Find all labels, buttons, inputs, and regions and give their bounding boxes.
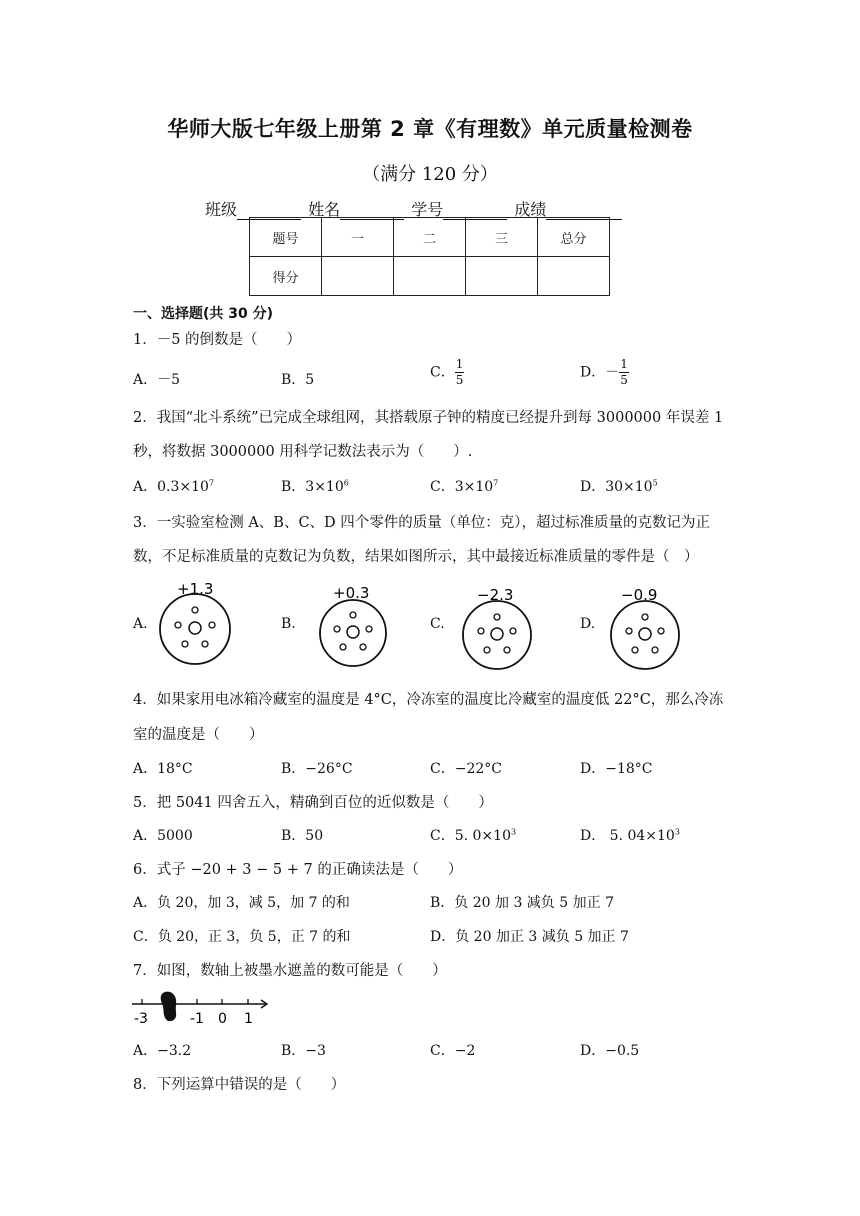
q6-option-d: D．负 20 加正 3 减负 5 加正 7 <box>430 929 629 945</box>
class-label: 班级 <box>205 200 238 219</box>
tick-label: -1 <box>190 1011 204 1027</box>
q3-option-c-label: C. <box>430 616 445 632</box>
exponent: 3 <box>510 827 517 837</box>
part-c-figure <box>457 584 547 676</box>
question-8-stem: 8．下列运算中错误的是（ ） <box>133 1077 346 1093</box>
q6-option-c: C．负 20，正 3，负 5，正 7 的和 <box>133 929 351 945</box>
score-table-header-row <box>250 218 610 257</box>
q5-option-b: B．50 <box>281 828 324 844</box>
hole <box>340 644 346 650</box>
q2-option-d <box>580 476 658 496</box>
q7-option-a: A．−3.2 <box>133 1043 192 1059</box>
hole <box>182 641 188 647</box>
exponent: 7 <box>493 478 499 488</box>
fraction <box>455 357 465 388</box>
tick-label: 0 <box>218 1011 227 1027</box>
hole <box>334 626 340 632</box>
q2-option-a-base: A．0.3×10 <box>133 479 209 495</box>
name-label: 姓名 <box>308 200 341 219</box>
center-hole <box>491 628 503 640</box>
hole <box>510 628 516 634</box>
exponent: 5 <box>652 478 658 488</box>
q2-option-b <box>281 476 349 496</box>
page-subtitle: （满分 120 分） <box>362 164 498 185</box>
question-3-line-2: 数，不足标准质量的克数记为负数，结果如图所示，其中最接近标准质量的零件是（ ） <box>133 549 699 565</box>
q2-option-d-base: D．30×10 <box>580 479 653 495</box>
center-hole <box>189 622 201 634</box>
question-4-line-1: 4．如果家用电冰箱冷藏室的温度是 4°C，冷冻室的温度比冷藏室的温度低 22°C，那么冷冻 <box>133 692 724 708</box>
part-disc <box>611 601 679 669</box>
number-label: 学号 <box>411 200 444 219</box>
question-6-stem: 6．式子 −20 + 3 − 5 + 7 的正确读法是（ ） <box>133 862 463 878</box>
q4-option-d: D．−18°C <box>580 761 653 777</box>
fraction <box>619 357 629 388</box>
fraction-numerator: 1 <box>455 357 464 371</box>
score-cell: 总分 <box>538 218 610 257</box>
part-disc <box>320 600 386 666</box>
number-line-figure <box>130 988 270 1028</box>
grade-label: 成绩 <box>514 200 547 219</box>
question-7-stem: 7．如图，数轴上被墨水遮盖的数可能是（ ） <box>133 963 447 979</box>
part-d-mass-label: −0.9 <box>621 586 658 604</box>
score-cell: 题号 <box>250 218 322 257</box>
q7-option-b: B．−3 <box>281 1043 326 1059</box>
q5-option-c-base: C．5. 0×10 <box>430 828 511 844</box>
part-b-mass-label: +0.3 <box>333 584 370 602</box>
section-heading: 一、选择题(共 30 分) <box>133 306 274 322</box>
part-a-mass-label: +1.3 <box>177 580 214 598</box>
hole <box>175 622 181 628</box>
q5-option-c <box>430 825 516 845</box>
hole <box>209 622 215 628</box>
q2-option-c <box>430 476 498 496</box>
hole <box>626 628 632 634</box>
page-title: 华师大版七年级上册第 2 章《有理数》单元质量检测卷 <box>167 117 693 141</box>
question-4-line-2: 室的温度是（ ） <box>133 727 264 743</box>
q2-option-a <box>133 476 214 496</box>
exponent: 3 <box>674 827 680 837</box>
hole <box>192 607 198 613</box>
q1-option-c <box>430 357 464 388</box>
hole <box>642 614 648 620</box>
score-cell: 三 <box>466 218 538 257</box>
part-a-figure <box>155 578 245 670</box>
q2-option-c-base: C．3×10 <box>430 479 494 495</box>
q4-option-a: A．18°C <box>133 761 193 777</box>
q3-option-d-label: D. <box>580 616 596 632</box>
score-cell: 二 <box>394 218 466 257</box>
q6-option-a: A．负 20，加 3，减 5，加 7 的和 <box>133 895 350 911</box>
score-input-cell <box>322 257 394 296</box>
center-hole <box>347 626 359 638</box>
exponent: 7 <box>208 478 215 488</box>
question-2-line-1: 2．我国“北斗系统”已完成全球组网，其搭载原子钟的精度已经提升到每 3000000 年误差 1 <box>133 410 724 426</box>
hole <box>360 644 366 650</box>
score-input-cell <box>538 257 610 296</box>
q7-option-d: D．−0.5 <box>580 1043 640 1059</box>
tick-label: -3 <box>134 1011 148 1027</box>
q1-option-b: B．5 <box>281 372 315 388</box>
score-input-cell <box>394 257 466 296</box>
hole <box>366 626 372 632</box>
q7-option-c: C．−2 <box>430 1043 476 1059</box>
score-table-score-row <box>250 257 610 296</box>
q6-option-b: B．负 20 加 3 减负 5 加正 7 <box>430 895 614 911</box>
score-table <box>249 217 610 296</box>
q1-option-c-label: C． <box>430 364 455 381</box>
hole <box>658 628 664 634</box>
score-cell: 一 <box>322 218 394 257</box>
fraction-numerator: 1 <box>620 357 628 371</box>
hole <box>202 641 208 647</box>
question-3-line-1: 3．一实验室检测 A、B、C、D 四个零件的质量（单位：克），超过标准质量的克数记为正 <box>133 515 711 531</box>
q2-option-b-base: B．3×10 <box>281 479 344 495</box>
part-c-mass-label: −2.3 <box>477 586 514 604</box>
hole <box>504 647 510 653</box>
hole <box>494 614 500 620</box>
hole <box>632 647 638 653</box>
score-input-cell <box>466 257 538 296</box>
hole <box>478 628 484 634</box>
q3-option-a-label: A. <box>133 616 148 632</box>
q5-option-d-base: D． 5. 04×10 <box>580 828 675 844</box>
part-d-figure <box>605 584 695 676</box>
center-hole <box>639 628 651 640</box>
question-1-stem: 1．－5 的倒数是（ ） <box>133 332 302 348</box>
q1-option-a: A．－5 <box>133 372 181 388</box>
part-disc <box>463 601 531 669</box>
fraction-denominator: 5 <box>455 373 464 387</box>
fraction-denominator: 5 <box>620 373 628 387</box>
q4-option-c: C．−22°C <box>430 761 502 777</box>
ink-blot <box>161 992 176 1021</box>
q5-option-d <box>580 825 680 845</box>
q3-option-b-label: B. <box>281 616 296 632</box>
q1-option-d-label: D．－ <box>580 364 620 381</box>
part-b-figure <box>313 582 403 674</box>
question-5-stem: 5．把 5041 四舍五入，精确到百位的近似数是（ ） <box>133 795 493 811</box>
score-cell: 得分 <box>250 257 322 296</box>
tick-label: 1 <box>244 1011 253 1027</box>
part-disc <box>160 594 230 664</box>
q5-option-a: A．5000 <box>133 828 193 844</box>
hole <box>484 647 490 653</box>
hole <box>350 612 356 618</box>
exponent: 6 <box>343 478 349 488</box>
q4-option-b: B．−26°C <box>281 761 353 777</box>
q1-option-d <box>580 357 629 388</box>
hole <box>652 647 658 653</box>
question-2-line-2: 秒，将数据 3000000 用科学记数法表示为（ ）. <box>133 444 473 460</box>
